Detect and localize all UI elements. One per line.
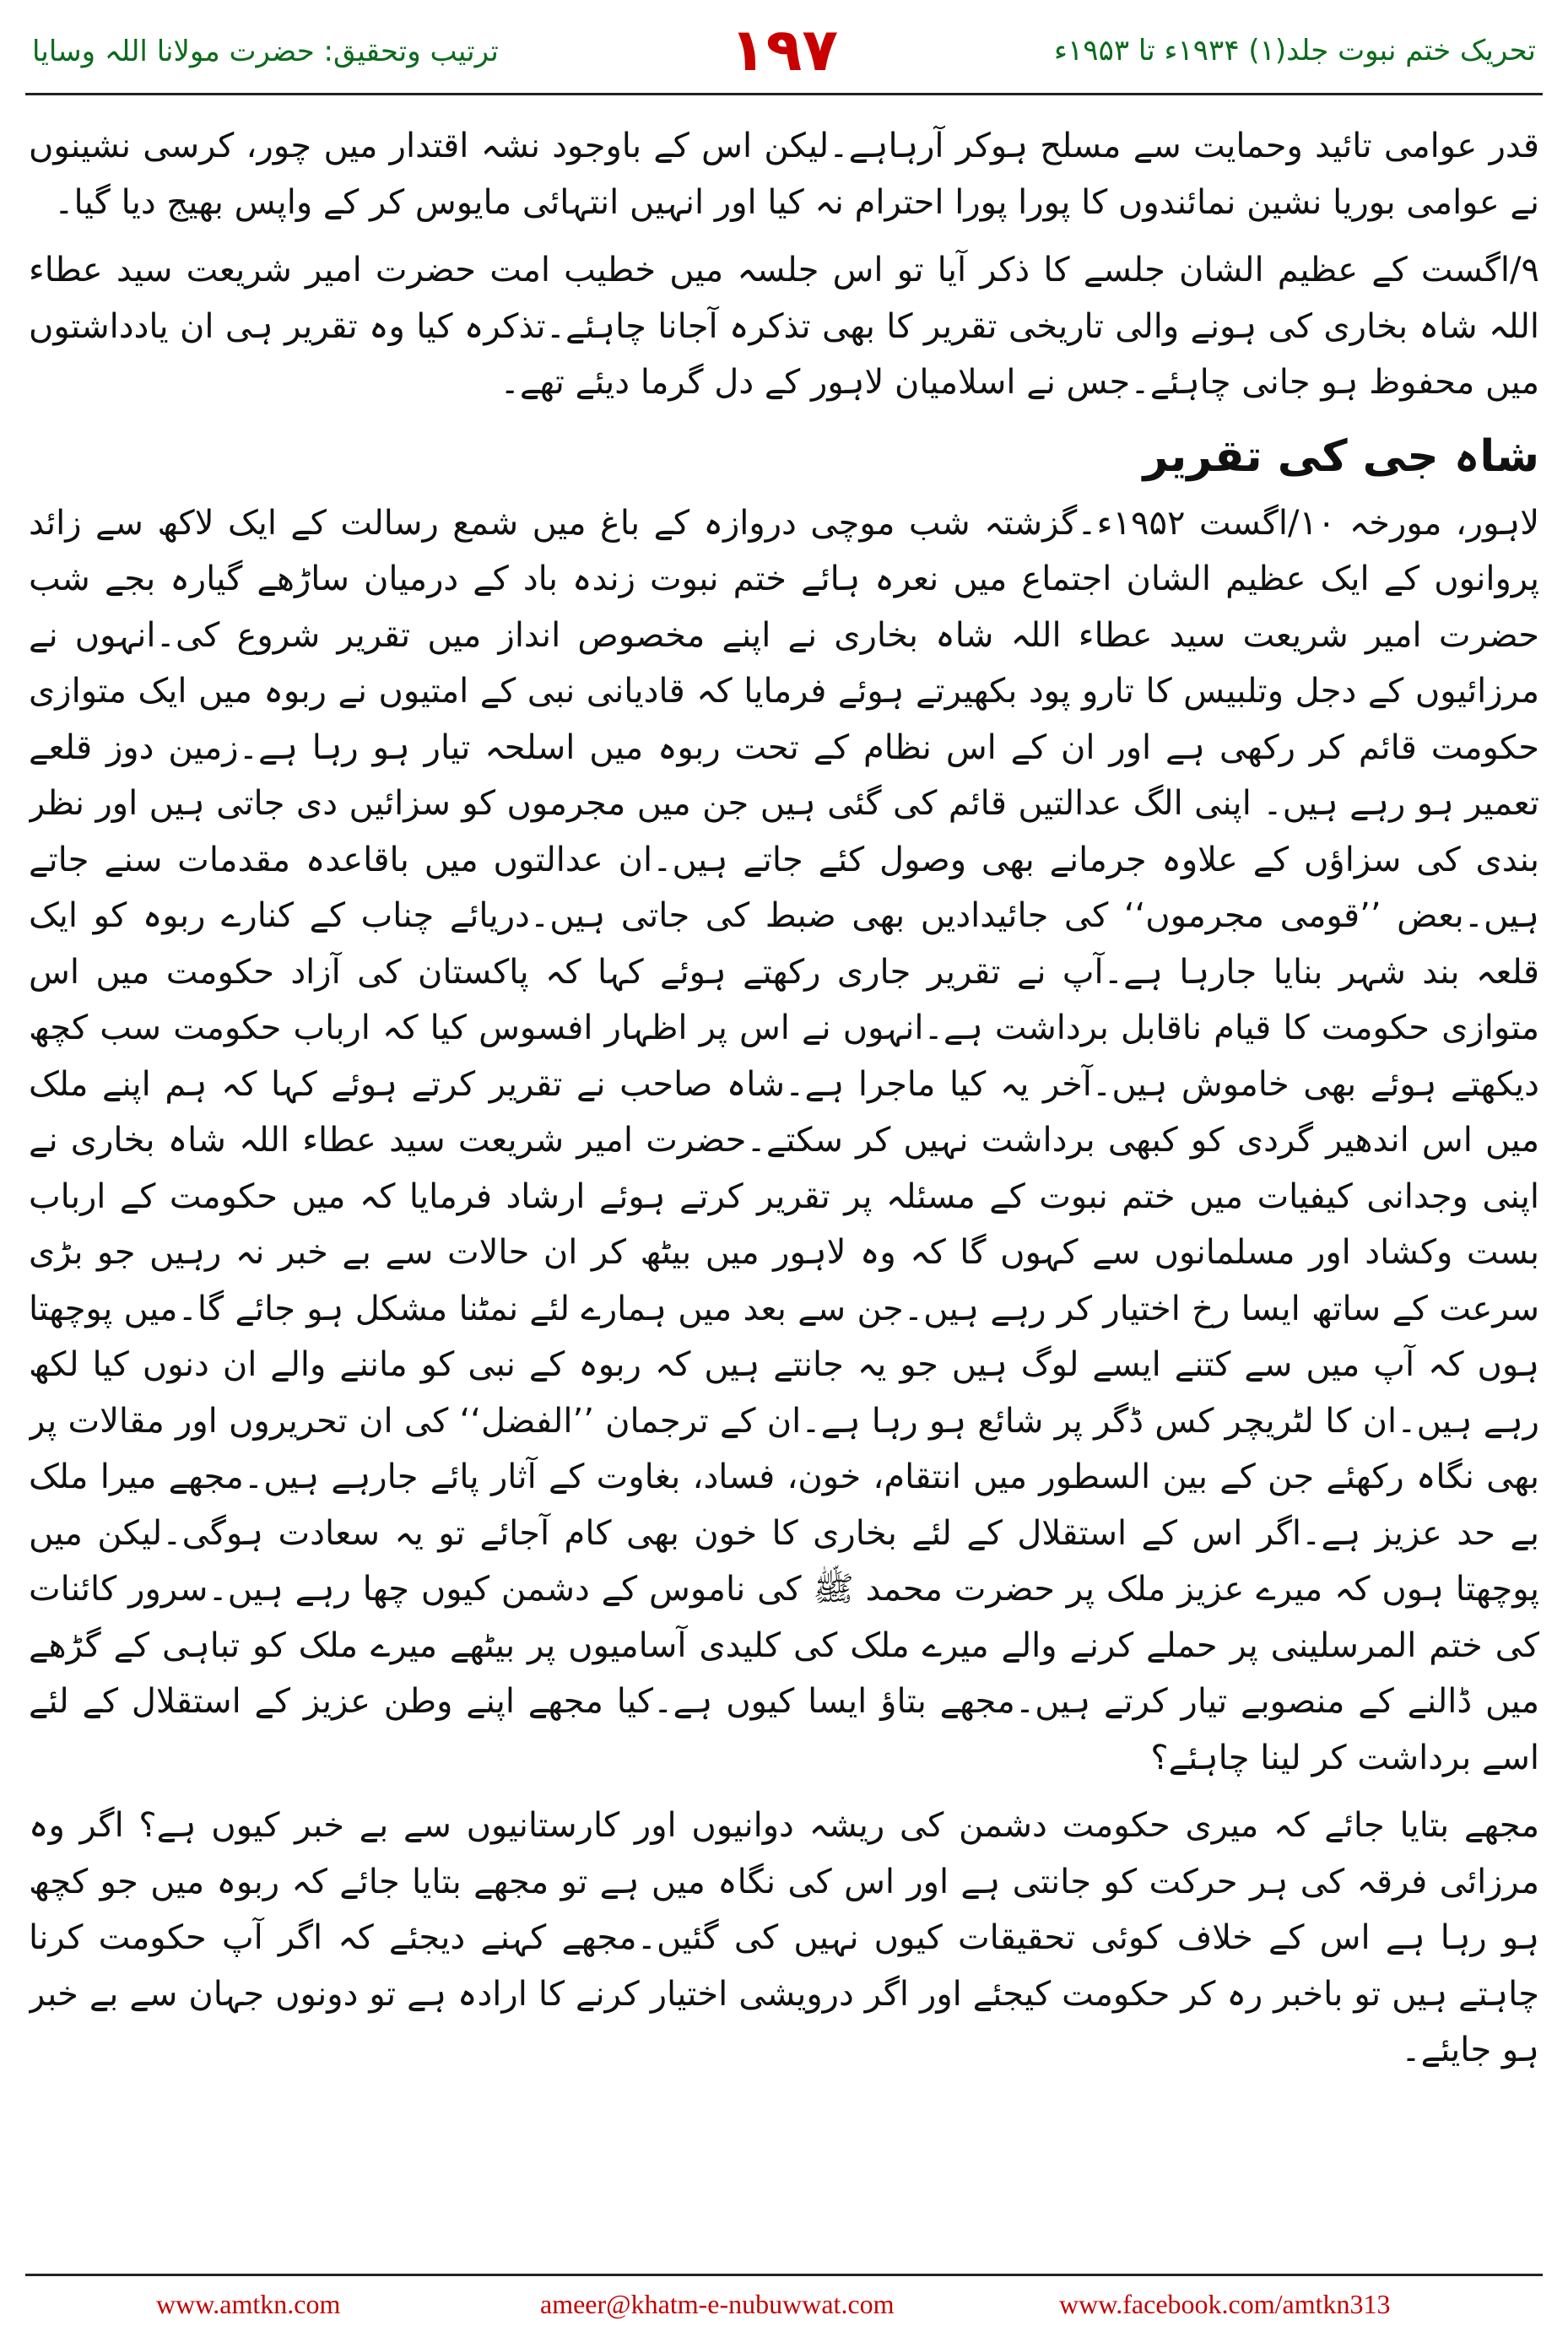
- paragraph-1: قدر عوامی تائید وحمایت سے مسلح ہوکر آرہاہے۔لیکن اس کے باوجود نشہ اقتدار میں چور، کرسی نشینوں نے عوامی بوریا نشین نمائندوں کا پورا پورا احترام نہ کیا اور انہیں انتہائی مایوس کر کے واپس بھیج دیا گیا۔: [29, 127, 1539, 222]
- footer-divider: [25, 2274, 1543, 2276]
- paragraph-3: لاہور، مورخہ ۱۰/اگست ۱۹۵۲ء۔گزشتہ شب موچی دروازہ کے باغ میں شمع رسالت کے ایک لاکھ سے زائد پروانوں کے ایک عظیم الشان اجتماع میں نعرہ ہائے ختم نبوت زندہ باد کے درمیان ساڑھے گیارہ بجے شب حضرت امیر شریعت سید عطاء اللہ شاہ بخاری نے اپنے مخصوص انداز میں تقریر شروع کی۔انہوں نے مرزائیوں کے دجل وتلبیس کا تارو پود بکھیرتے ہوئے فرمایا کہ قادیانی نبی کے امتیوں نے ربوہ میں ایک متوازی حکومت قائم کر رکھی ہے اور ان کے اس نظام کے تحت ربوہ میں اسلحہ تیار ہو رہا ہے۔زمین دوز قلعے تعمیر ہو رہے ہیں۔ اپنی الگ عدالتیں قائم کی گئی ہیں جن میں مجرموں کو سزائیں دی جاتی ہیں اور نظر بندی کی سزاؤں کے علاوہ جرمانے بھی وصول کئے جاتے ہیں۔ان عدالتوں میں باقاعدہ مقدمات سنے جاتے ہیں۔بعض ’’قومی مجرموں‘‘ کی جائیدادیں بھی ضبط کی جاتی ہیں۔دریائے چناب کے کنارے ربوہ کو ایک قلعہ بند شہر بنایا جارہا ہے۔آپ نے تقریر جاری رکھتے ہوئے کہا کہ پاکستان کی آزاد حکومت میں اس متوازی حکومت کا قیام ناقابل برداشت ہے۔انہوں نے اس پر اظہار افسوس کیا کہ ارباب حکومت سب کچھ دیکھتے ہوئے بھی خاموش ہیں۔آخر یہ کیا ماجرا ہے۔شاہ صاحب نے تقریر کرتے ہوئے کہا کہ ہم اپنے ملک میں اس اندھیر گردی کو کبھی برداشت نہیں کر سکتے۔حضرت امیر شریعت سید عطاء اللہ شاہ بخاری نے اپنی وجدانی کیفیات میں ختم نبوت کے مسئلہ پر تقریر کرتے ہوئے ارشاد فرمایا کہ میں حکومت کے ارباب بست وکشاد اور مسلمانوں سے کہوں گا کہ وہ لاہور میں بیٹھ کر ان حالات سے بے خبر نہ رہیں جو بڑی سرعت کے ساتھ ایسا رخ اختیار کر رہے ہیں۔جن سے بعد میں ہمارے لئے نمٹنا مشکل ہو جائے گا۔میں پوچھتا ہوں کہ آپ میں سے کتنے ایسے لوگ ہیں جو یہ جانتے ہیں کہ ربوہ کے نبی کو ماننے والے ان دنوں کیا لکھ رہے ہیں۔ان کا لٹریچر کس ڈگر پر شائع ہو رہا ہے۔ان کے ترجمان ’’الفضل‘‘ کی ان تحریروں اور مقالات پر بھی نگاہ رکھئے جن کے بین السطور میں انتقام، خون، فساد، بغاوت کے آثار پائے جارہے ہیں۔مجھے میرا ملک بے حد عزیز ہے۔اگر اس کے استقلال کے لئے بخاری کا خون بھی کام آجائے تو یہ سعادت ہوگی۔لیکن میں پوچھتا ہوں کہ میرے عزیز ملک پر حضرت محمد ﷺ کی ناموس کے دشمن کیوں چھا رہے ہیں۔سرور کائنات کی ختم المرسلینی پر حملے کرنے والے میرے ملک کی کلیدی آسامیوں پر بیٹھے میرے ملک کو تباہی کے گڑھے میں ڈالنے کے منصوبے تیار کرتے ہیں۔مجھے بتاؤ ایسا کیوں ہے۔کیا مجھے اپنے وطن عزیز کے استقلال کے لئے اسے برداشت کر لینا چاہئے؟: [29, 503, 1539, 1777]
- page-header: [0, 0, 1568, 101]
- website-link[interactable]: www.amtkn.com: [156, 2289, 341, 2319]
- paragraph-2: ۹/اگست کے عظیم الشان جلسے کا ذکر آیا تو اس جلسہ میں خطیب امت حضرت امیر شریعت سید عطاء اللہ شاہ بخاری کی ہونے والی تاریخی تقریر کا بھی تذکرہ آجانا چاہئے۔تذکرہ کیا وہ تقریر ہی ان یادداشتوں میں محفوظ ہو جانی چاہئے۔جس نے اسلامیان لاہور کے دل گرما دیئے تھے۔: [29, 251, 1539, 402]
- section-heading: شاہ جی کی تقریر: [1143, 430, 1539, 482]
- page-footer: [0, 2289, 1568, 2331]
- compiler-credit: ترتیب وتحقیق: حضرت مولانا اللہ وسایا: [32, 35, 499, 68]
- paragraph-4: مجھے بتایا جائے کہ میری حکومت دشمن کی ریشہ دوانیوں اور کارستانیوں سے بے خبر کیوں ہے؟ اگر وہ مرزائی فرقہ کی ہر حرکت کو جانتی ہے اور اس کی نگاہ میں ہے تو مجھے بتایا جائے کہ ربوہ میں جو کچھ ہو رہا ہے اس کے خلاف کوئی تحقیقات کیوں نہیں کی گئیں۔مجھے کہنے دیجئے کہ اگر آپ حکومت کرنا چاہتے ہیں تو باخبر رہ کر حکومت کیجئے اور اگر درویشی اختیار کرنے کا ارادہ ہے تو دونوں جہان سے بے خبر ہو جایئے۔: [29, 1806, 1539, 2069]
- email-link[interactable]: ameer@khatm-e-nubuwwat.com: [540, 2289, 895, 2319]
- book-title: تحریک ختم نبوت جلد(۱) ۱۹۳۴ء تا ۱۹۵۳ء: [1054, 34, 1536, 68]
- page-body: [29, 118, 1539, 2253]
- header-divider: [25, 93, 1543, 95]
- facebook-link[interactable]: www.facebook.com/amtkn313: [1059, 2289, 1391, 2319]
- page-number: ۱۹۷: [729, 15, 839, 84]
